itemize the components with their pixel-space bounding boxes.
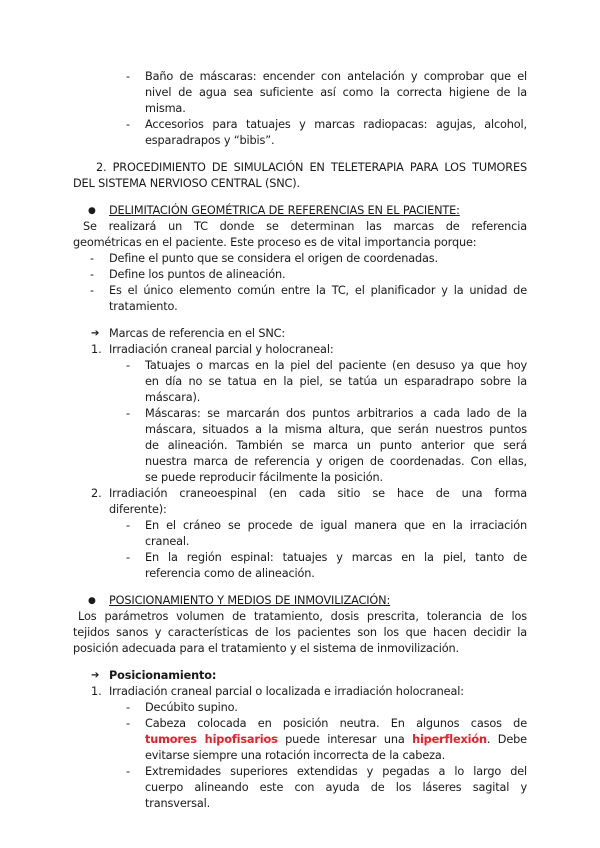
number-marker: 2. — [91, 487, 102, 500]
arrow-icon: ➔ — [91, 328, 100, 339]
dash-marker: - — [90, 284, 95, 297]
subsection-title: Marcas de referencia en el SNC: — [109, 327, 286, 340]
paragraph-line: posición adecuada para el tratamiento y el sistema de inmovilización. — [73, 642, 459, 655]
list-item-line — [145, 732, 527, 748]
paragraph-line: tejidos sanos y características de los pacientes son los que hacen decidir la — [73, 626, 527, 639]
list-item-line: Tatuajes o marcas en la piel del paciente (en desuso ya que hoy — [145, 359, 527, 372]
list-item-text: puede interesar una — [277, 733, 413, 746]
list-item-line: Define los puntos de alineación. — [109, 268, 286, 281]
list-item-line: Máscaras: se marcarán dos puntos arbitrarios a cada lado de la — [145, 407, 527, 420]
list-item-line: esparadrapos y “bibis”. — [145, 134, 275, 147]
list-item-line: nuestra marca de referencia y origen de coordenadas. Con ellas, — [145, 455, 527, 468]
list-item-line: craneal. — [145, 535, 190, 548]
section-title: POSICIONAMIENTO Y MEDIOS DE INMOVILIZACIÓN: — [109, 594, 391, 607]
number-marker: 1. — [91, 685, 102, 698]
paragraph-line: geométricas en el paciente. Este proceso es de vital importancia porque: — [73, 236, 477, 249]
list-item-line: Es el único elemento común entre la TC, el planificador y la unidad de — [109, 284, 527, 297]
list-item-line: se puede reproducir fácilmente la posición. — [145, 471, 383, 484]
list-item-line: de alineación. También se marca un punto anterior que será — [145, 439, 527, 452]
list-item-line: transversal. — [145, 797, 211, 810]
dash-marker: - — [126, 701, 131, 714]
section-heading: DEL SISTEMA NERVIOSO CENTRAL (SNC). — [73, 177, 300, 190]
list-item-line: En la región espinal: tatuajes y marcas en la piel, tanto de — [145, 551, 527, 564]
dash-marker: - — [126, 551, 131, 564]
list-item-line: máscara, situados a la misma altura, que serán nuestros puntos — [145, 423, 527, 436]
list-item-line: Define el punto que se considera el origen de coordenadas. — [109, 252, 438, 265]
list-item-line: evitarse siempre una rotación incorrecta de la cabeza. — [145, 749, 446, 762]
list-item-line: nivel de agua sea suficiente así como la correcta higiene de la — [145, 86, 527, 99]
dash-marker: - — [126, 407, 131, 420]
list-item-text: . Debe — [486, 733, 527, 746]
number-marker: 1. — [91, 343, 102, 356]
list-item-line: tratamiento. — [109, 300, 178, 313]
dash-marker: - — [90, 268, 95, 281]
dash-marker: - — [126, 70, 131, 83]
highlight-term: tumores hipofisarios — [145, 733, 278, 746]
dash-marker: - — [126, 359, 131, 372]
list-item-line: Decúbito supino. — [145, 701, 238, 714]
list-item-line: Extremidades superiores extendidas y pegadas a lo largo del — [145, 765, 527, 778]
dash-marker: - — [90, 252, 95, 265]
paragraph-line: Se realizará un TC donde se determinan las marcas de referencia — [83, 220, 527, 233]
list-item-line: referencia como de alineación. — [145, 567, 315, 580]
list-item-line: cuerpo alineando este con ayuda de los láseres sagital y — [145, 781, 527, 794]
dash-marker: - — [126, 118, 131, 131]
numbered-item-label: Irradiación craneal parcial y holocraneal: — [109, 343, 334, 356]
list-item-line: máscara). — [145, 391, 201, 404]
list-item-line: Accesorios para tatuajes y marcas radiopacas: agujas, alcohol, — [145, 118, 527, 131]
numbered-item-label: diferente): — [109, 503, 167, 516]
highlight-term: hiperflexión — [412, 733, 487, 746]
dash-marker: - — [126, 765, 131, 778]
paragraph-line: Los parámetros volumen de tratamiento, dosis prescrita, tolerancia de los — [78, 610, 527, 623]
section-title: DELIMITACIÓN GEOMÉTRICA DE REFERENCIAS EN EL PACIENTE: — [109, 204, 460, 217]
dash-marker: - — [126, 519, 131, 532]
list-item-line: misma. — [145, 102, 186, 115]
list-item-line: En el cráneo se procede de igual manera que en la irraciación — [145, 519, 527, 532]
section-heading: 2. PROCEDIMIENTO DE SIMULACIÓN EN TELETERAPIA PARA LOS TUMORES — [96, 161, 527, 174]
arrow-icon: ➔ — [91, 670, 100, 681]
subsection-title: Posicionamiento: — [109, 669, 217, 682]
numbered-item-label: Irradiación craneal parcial o localizada e irradiación holocraneal: — [109, 685, 464, 698]
dash-marker: - — [126, 717, 131, 730]
bullet-marker: ● — [88, 596, 96, 606]
numbered-item-label: Irradiación craneoespinal (en cada sitio se hace de una forma — [109, 487, 527, 500]
list-item-line: Cabeza colocada en posición neutra. En algunos casos de — [145, 717, 527, 730]
bullet-marker: ● — [88, 206, 96, 216]
list-item-line: en día no se tatua en la piel, se tatúa un esparadrapo sobre la — [145, 375, 527, 388]
list-item-line: Baño de máscaras: encender con antelación y comprobar que el — [145, 70, 527, 83]
